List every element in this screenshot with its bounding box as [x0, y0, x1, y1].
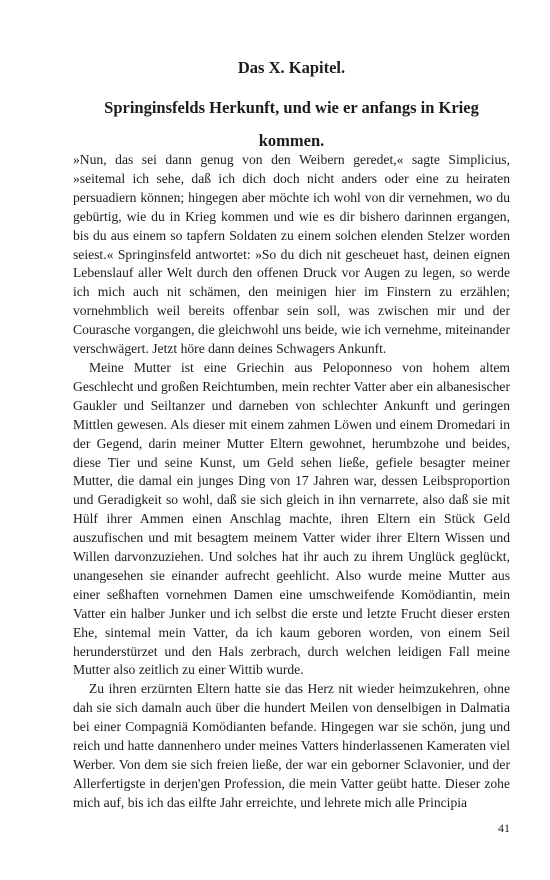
book-page	[73, 0, 510, 880]
paragraph: Meine Mutter ist eine Griechin aus Peloponneso von hohem altem Geschlecht und großen Reichtumben, mein rechter Vatter aber ein albanesischer Gaukler und Seiltanzer und darneben von schlechter Ankunft und geringen Mittlen gewesen. Als dieser mit einem zahmen Löwen und einem Dromedari in der Gegend, darin meiner Mutter Eltern gewohnet, herumbzohe und beides, diese Tier und seine Kunst, um Geld sehen ließe, gefiele besagter meiner Mutter, die damal ein junges Ding von 17 Jahren war, dessen Leibsproportion und Geradigkeit so wohl, daß sie sich gleich in ihn vernarrete, also daß sie mit Hülf ihrer Ammen einen Anschlag machte, ihren Eltern ein Stück Geld auszufischen und mit besagtem meinem Vatter wider ihrer Eltern Wissen und Willen darvonzuziehen. Und solches hat ihr auch zu ihrem Unglück geglückt, unangesehen sie einander aufrecht geehlicht. Also wurde meine Mutter aus einer seßhaften vornehmen Damen eine umschweifende Komödiantin, mein Vatter ein halber Junker und ich selbst die erste und letzte Frucht dieser ersten Ehe, sintemal mein Vatter, da ich kaum geboren worden, von einem Seil herunderstürzet und den Hals zerbrach, durch welchen leidigen Fall meine Mutter also zeitlich zu einer Wittib wurde.	[73, 359, 510, 678]
chapter-title: Das X. Kapitel.	[237, 58, 346, 77]
page-number: 41	[498, 821, 510, 835]
chapter-subtitle: Springinsfelds Herkunft, und wie er anfangs in Krieg kommen.	[104, 98, 479, 150]
paragraph: »Nun, das sei dann genug von den Weibern geredet,« sagte Simplicius, »seitemal ich sehe, daß ich dich doch nicht anders oder eine zu heiraten persuadiern können; hingegen aber möchte ich wohl von dir vernehmen, wo du gebürtig, wie du in Krieg kommen und wie es dir bishero darinnen ergangen, bis du aus einem so tapfern Soldaten zu einem solchen elenden Stelzer worden seiest.« Springinsfeld antwortet: »So du dich nit gescheuet hast, deinen eignen Lebenslauf aller Welt durch den offenen Druck vor Augen zu legen, so werde ich mich auch nit schämen, den meinigen hier im Finstern zu erzählen; vornehmblich weil bereits offenbar sein soll, was zwischen mir und der Courasche vorgangen, die gleichwohl uns beide, wie ich vernehme, miteinander verschwägert. Jetzt höre dann deines Schwagers Ankunft.	[73, 152, 510, 357]
chapter-body	[73, 151, 510, 813]
paragraph: Zu ihren erzürnten Eltern hatte sie das Herz nit wieder heimzukehren, ohne dah sie sich damaln auch über die hundert Meilen von denselbigen in Dalmatia bei einer Compagniä Komödianten befande. Hingegen war sie schön, jung und reich und hatte dannenhero under meines Vatters hinderlassenen Kameraten viel Werber. Von dem sie sich freien ließe, der war ein geborner Sclavonier, und der Allerfertigste in derjen'gen Profession, die mein Vatter geübt hatte. Dieser zohe mich auf, bis ich das eilfte Jahr erreichte, und lehrete mich alle Principia	[73, 681, 510, 810]
